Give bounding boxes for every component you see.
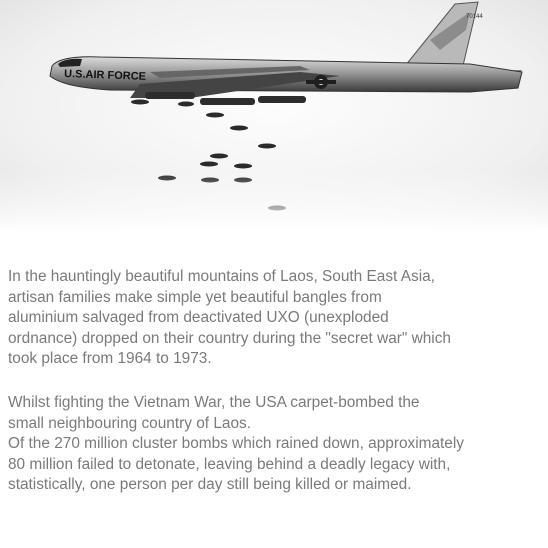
history-paragraph: Whilst fighting the Vietnam War, the USA carpet-bombed the small neighbouring country of Laos. Of the 270 million cluster bombs which rained down, approximately 80 million failed to detonate, leaving behind a deadly legacy with, statistically, one person per day still being killed or maimed.	[8, 394, 464, 494]
intro-paragraph: In the hauntingly beautiful mountains of Laos, South East Asia, artisan families make simple yet beautiful bangles from aluminium salvaged from deactivated UXO (unexploded ordnance) dropped on their country during the "secret war" which took place from 1964 to 1973.	[8, 268, 451, 368]
bomber-photo	[0, 0, 548, 232]
tail-number: 70144	[466, 14, 483, 20]
fuselage-lettering: U.S.AIR FORCE	[63, 68, 147, 83]
